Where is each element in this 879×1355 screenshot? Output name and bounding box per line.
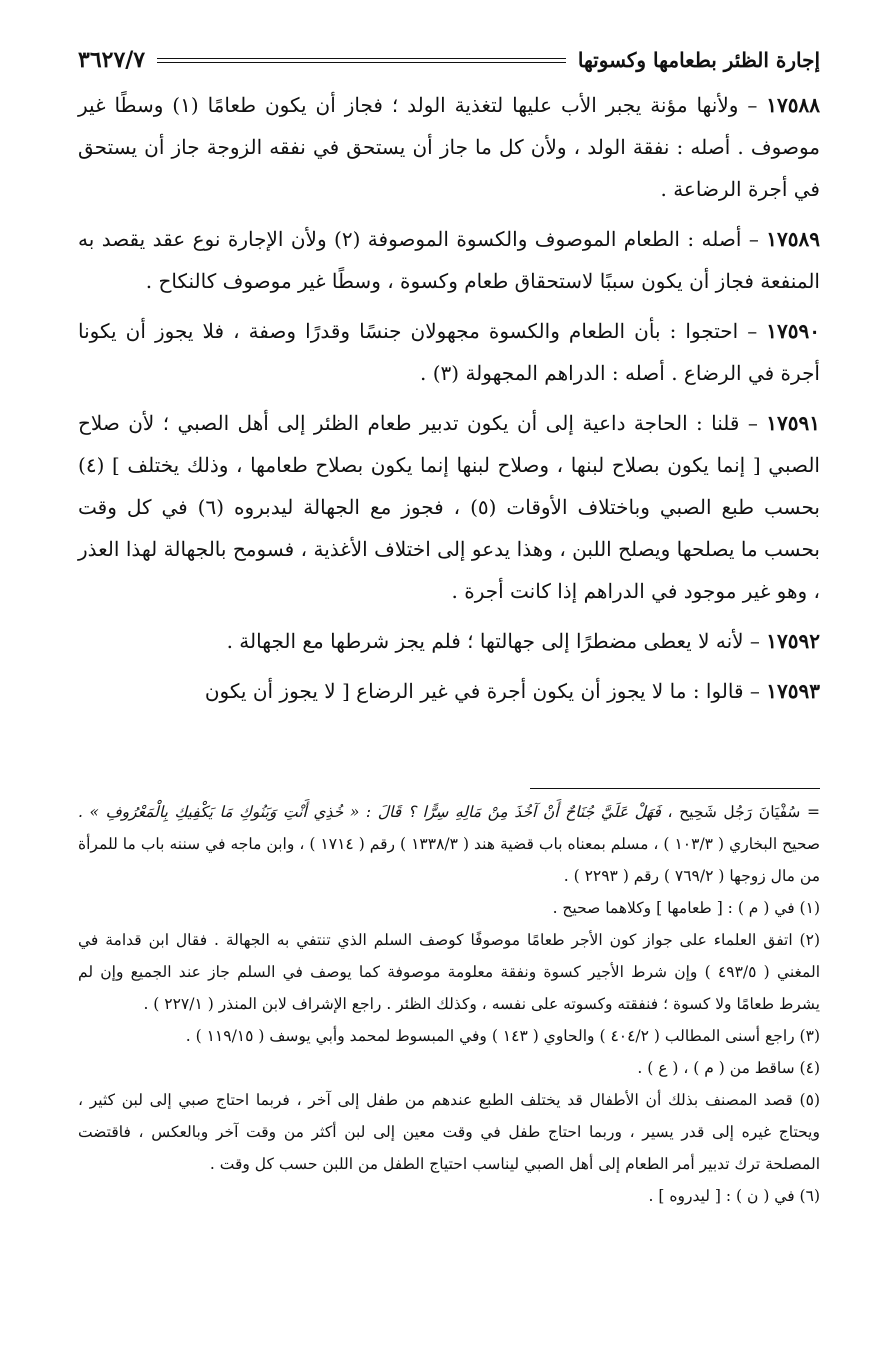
running-header [78, 44, 820, 76]
header-rule [157, 58, 566, 63]
footnote: (٢) اتفق العلماء على جواز كون الأجر طعامًا موصوفًا كوصف السلم الذي تنتفي به الجهالة . فقال ابن قدامة في المغني ( ٤٩٣/٥ ) وإن شرط الأجير كسوة ونفقة معلومة موصوفة كما يوصف في السلم جاز عند الجميع وإن لم يشرط طعامًا ولا كسوة ؛ فنفقته وكسوته على نفسه ، وكذلك الظئر . راجع الإشراف لابن المنذر ( ٢٢٧/١ ) . [78, 931, 821, 1013]
paragraph-number: ١٧٥٨٨ [766, 93, 820, 117]
paragraph [78, 670, 820, 712]
paragraph-number: ١٧٥٩١ [766, 411, 820, 435]
chapter-title: إجارة الظئر بطعامها وكسوتها [577, 48, 820, 72]
paragraph [78, 84, 820, 210]
paragraph-text: – أصله : الطعام الموصوف والكسوة الموصوفة (٢) ولأن الإجارة نوع عقد يقصد به المنفعة فجاز أن يكون سببًا لاستحقاق طعام وكسوة ، وسطًا غير موصوف كالنكاح . [78, 227, 820, 293]
paragraph [78, 310, 820, 394]
paragraph [78, 620, 820, 662]
footnote-continuation [78, 796, 820, 892]
footnote: (١) في ( م ) : [ طعامها ] وكلاهما صحيح . [552, 899, 820, 917]
paragraph-text: – احتجوا : بأن الطعام والكسوة مجهولان جنسًا وقدرًا وصفة ، فلا يجوز أن يكونا أجرة في الرضاع . أصله : الدراهم المجهولة (٣) . [78, 319, 820, 385]
paragraph-text: – قالوا : ما لا يجوز أن يكون أجرة في غير الرضاع [ لا يجوز أن يكون [204, 679, 767, 703]
paragraph-text: – قلنا : الحاجة داعية إلى أن يكون تدبير طعام الظئر إلى أهل الصبي ؛ لأن صلاح الصبي [ إنما يكون بصلاح لبنها ، وصلاح لبنها إنما يكون بصلاح طعامها ، وذلك يختلف ] (٤) بحسب طبع الصبي وباختلاف الأوقات (٥) ، فجوز مع الجهالة ليدبروه (٦) في كل وقت بحسب ما يصلحها ويصلح اللبن ، وهذا يدعو إلى اختلاف الأغذية ، فسومح بالجهالة لهذا العذر ، وهو غير موجود في الدراهم إذا كانت أجرة . [78, 411, 820, 603]
footnote-divider [530, 788, 820, 789]
paragraph-number: ١٧٥٩٢ [766, 629, 820, 653]
paragraph-number: ١٧٥٩٠ [766, 319, 820, 343]
page-number: ٣٦٢٧/٧ [78, 47, 146, 73]
footnote-text: = سُفْيَانَ رَجُل شَحِيح ، [660, 803, 820, 821]
paragraph-text: – لأنه لا يعطى مضطرًا إلى جهالتها ؛ فلم يجز شرطها مع الجهالة . [226, 629, 767, 653]
footnote: (٣) راجع أسنى المطالب ( ٤٠٤/٢ ) والحاوي ( ١٤٣ ) وفي المبسوط لمحمد وأبي يوسف ( ١١٩/١٥ ) . [185, 1027, 820, 1045]
paragraph-number: ١٧٥٩٣ [766, 679, 820, 703]
paragraph [78, 402, 820, 612]
footnote: (٥) قصد المصنف بذلك أن الأطفال قد يختلف الطبع عندهم من طفل إلى آخر ، فربما احتاج صبي إلى لبن كثير ، ويحتاج غيره إلى قدر يسير ، وربما احتاج طفل في وقت معين إلى لبن أكثر من وقت آخر وبالعكس ، فاقتضت المصلحة ترك تدبير أمر الطعام إلى أهل الصبي ليناسب احتياج الطفل من اللبن حسب كل وقت . [78, 1091, 820, 1173]
footnote-text: صحيح البخاري ( ١٠٣/٣ ) ، مسلم بمعناه باب قضية هند ( ١٣٣٨/٣ ) رقم ( ١٧١٤ ) ، وابن ماجه في سننه باب ما للمرأة من مال زوجها ( ٧٦٩/٢ ) رقم ( ٢٢٩٣ ) . [78, 835, 820, 885]
paragraph [78, 218, 820, 302]
paragraph-number: ١٧٥٨٩ [766, 227, 820, 251]
hadith-quote: فَهَلْ عَلَيَّ جُنَاحٌ أَنْ آخُذَ مِنْ مَالِهِ سِرًّا ؟ قَالَ : « خُذِي أَنْتِ وَبَنُوكِ مَا يَكْفِيكِ بِالْمَعْرُوفِ » . [78, 803, 661, 821]
paragraph-text: – ولأنها مؤنة يجبر الأب عليها لتغذية الولد ؛ فجاز أن يكون طعامًا (١) وسطًا غير موصوف . أصله : نفقة الولد ، ولأن كل ما جاز أن يستحق في نفقه الزوجة جاز أن يستحق في أجرة الرضاعة . [78, 93, 820, 201]
footnote: (٤) ساقط من ( م ) ، ( ع ) . [637, 1059, 820, 1077]
footnote: (٦) في ( ن ) : [ ليدروه ] . [648, 1187, 820, 1205]
footnotes [78, 796, 820, 1212]
page-body [78, 44, 820, 720]
